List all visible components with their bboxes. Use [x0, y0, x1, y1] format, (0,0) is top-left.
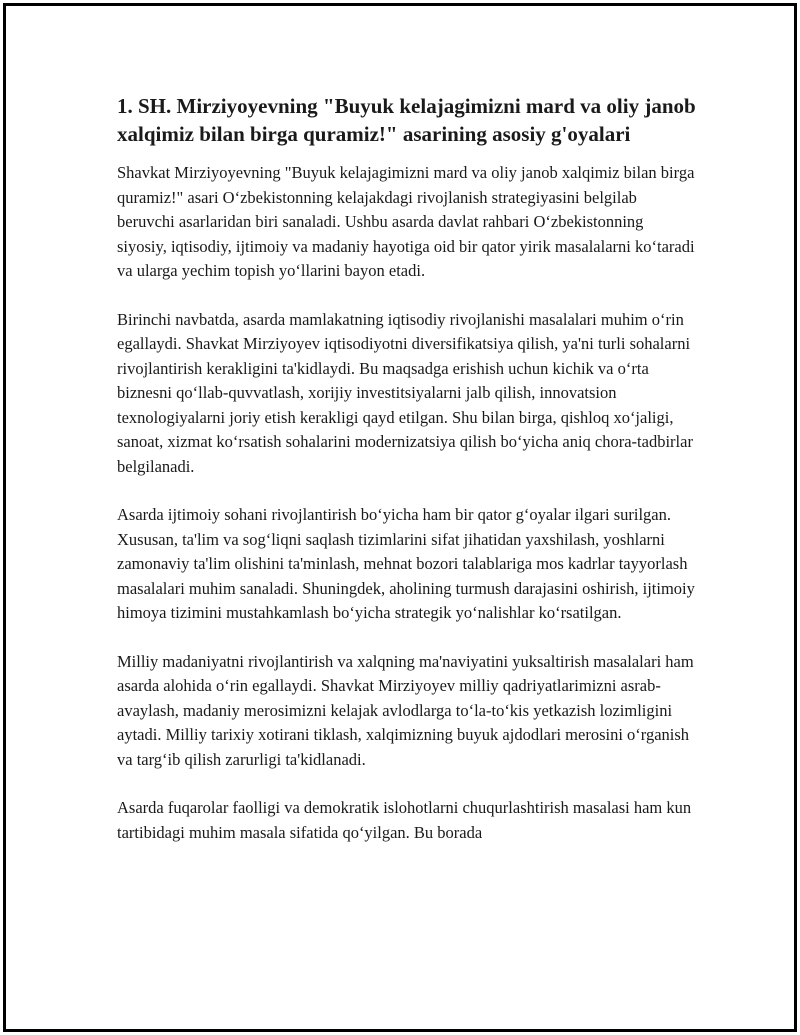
paragraph-democracy: Asarda fuqarolar faolligi va demokratik islohotlarni chuqurlashtirish masalasi ham kun tartibidagi muhim masala sifatida qo‘yilgan. Bu borada [117, 798, 692, 842]
paragraph-social: Asarda ijtimoiy sohani rivojlantirish bo‘yicha ham bir qator g‘oyalar ilgari surilgan. Xususan, ta'lim va sog‘liqni saqlash tizimlarini sifat jihatidan yaxshilash, yoshlarni zamonaviy ta'lim olishini ta'minlash, mehnat bozori talablariga mos kadrlar tayyorlash masalalari muhim sanaladi. Shuningdek, aholining turmush darajasini oshirish, ijtimoiy himoya tizimini mustahkamlash bo‘yicha strategik yo‘nalishlar ko‘rsatilgan. [117, 505, 695, 622]
paragraph-economy: Birinchi navbatda, asarda mamlakatning iqtisodiy rivojlanishi masalalari muhim o‘rin egallaydi. Shavkat Mirziyoyev iqtisodiyotni diversifikatsiya qilish, ya'ni turli sohalarni rivojlantirish kerakligini ta'kidlaydi. Bu maqsadga erishish uchun kichik va o‘rta biznesni qo‘llab-quvvatlash, xorijiy investitsiyalarni jalb qilish, innovatsion texnologiyalarni joriy etish kerakligi qayd etilgan. Shu bilan birga, qishloq xo‘jaligi, sanoat, xizmat ko‘rsatish sohalarini modernizatsiya qilish bo‘yicha aniq chora-tadbirlar belgilanadi. [117, 309, 693, 476]
document-heading: 1. SH. Mirziyoyevning "Buyuk kelajagimizni mard va oliy janob xalqimiz bilan birga quramiz!" asarining asosiy g'oyalari [117, 94, 696, 146]
paragraph-intro: Shavkat Mirziyoyevning "Buyuk kelajagimizni mard va oliy janob xalqimiz bilan birga quramiz!" asari O‘zbekistonning kelajakdagi rivojlanish strategiyasini belgilab beruvchi asarlaridan biri sanaladi. Ushbu asarda davlat rahbari O‘zbekistonning siyosiy, iqtisodiy, ijtimoiy va madaniy hayotiga oid bir qator yirik masalalarni ko‘taradi va ularga yechim topish yo‘llarini bayon etadi. [117, 163, 695, 280]
paragraph-culture: Milliy madaniyatni rivojlantirish va xalqning ma'naviyatini yuksaltirish masalalari ham asarda alohida o‘rin egallaydi. Shavkat Mirziyoyev milliy qadriyatlarimizni asrab-avaylash, madaniy merosimizni kelajak avlodlarga to‘la-to‘kis yetkazish lozimligini aytadi. Milliy tarixiy xotirani tiklash, xalqimizning buyuk ajdodlari merosini o‘rganish va targ‘ib qilish zarurligi ta'kidlanadi. [117, 651, 694, 769]
document-body [117, 92, 697, 869]
